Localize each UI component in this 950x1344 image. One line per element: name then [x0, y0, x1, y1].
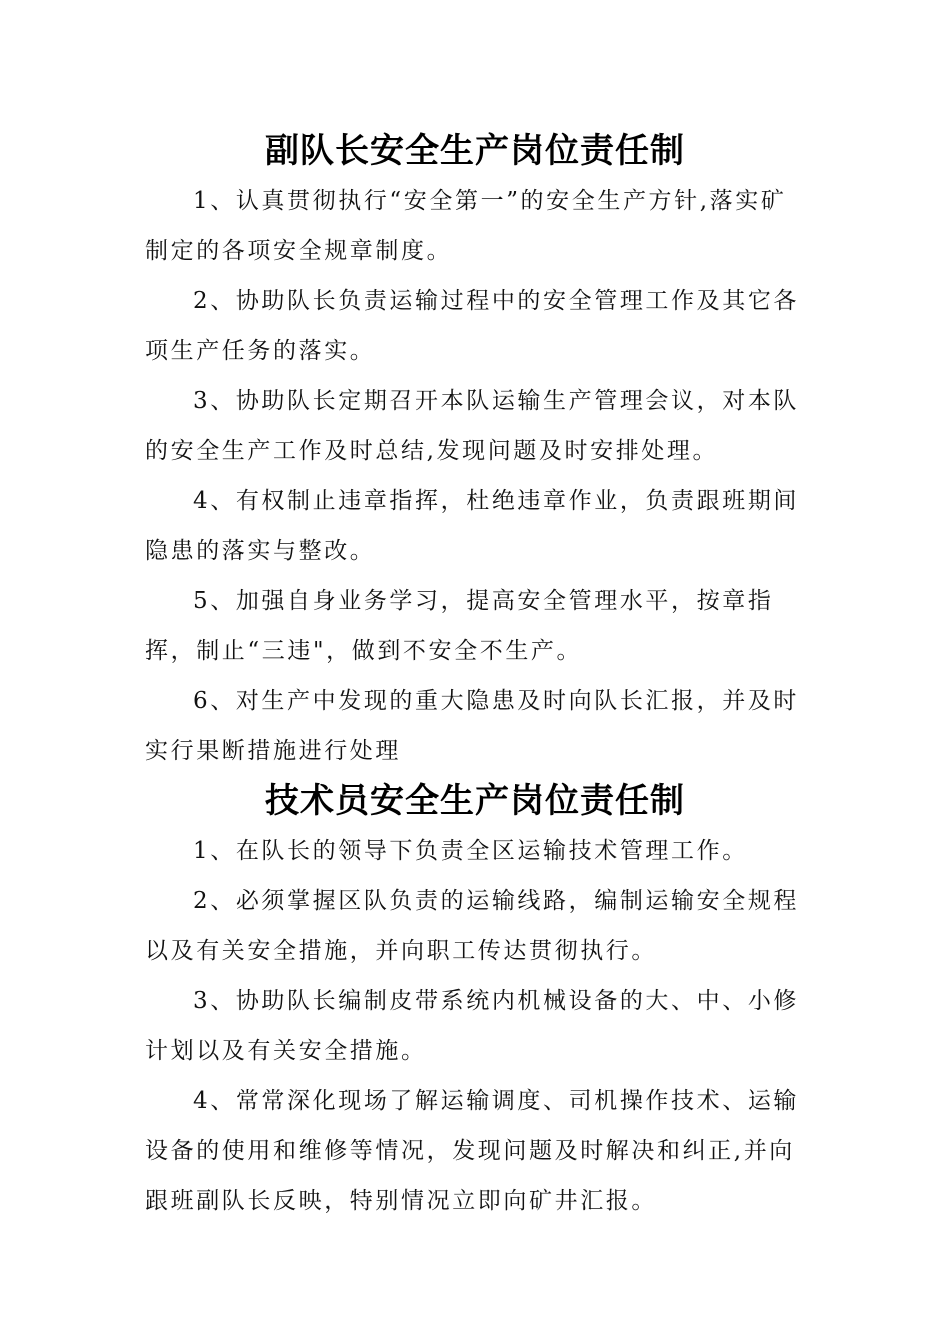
paragraph: 4、常常深化现场了解运输调度、司机操作技术、运输设备的使用和维修等情况，发现问题及时解决和纠正,并向跟班副队长反映，特别情况立即向矿井汇报。	[145, 1088, 800, 1214]
paragraph: 3、协助队长编制皮带系统内机械设备的大、中、小修计划以及有关安全措施。	[145, 988, 800, 1064]
section-technician	[0, 776, 950, 1226]
paragraph: 2、协助队长负责运输过程中的安全管理工作及其它各项生产任务的落实。	[145, 288, 800, 364]
section-title: 技术员安全生产岗位责任制	[265, 781, 685, 821]
paragraph: 4、有权制止违章指挥，杜绝违章作业，负责跟班期间隐患的落实与整改。	[145, 488, 800, 564]
section-title: 副队长安全生产岗位责任制	[265, 131, 685, 171]
paragraph: 5、加强自身业务学习，提高安全管理水平，按章指挥，制止“三违"，做到不安全不生产。	[145, 588, 774, 664]
paragraph: 1、认真贯彻执行“安全第一”的安全生产方针,落实矿制定的各项安全规章制度。	[145, 188, 787, 264]
paragraph: 2、必须掌握区队负责的运输线路，编制运输安全规程以及有关安全措施，并向职工传达贯彻执行。	[145, 888, 800, 964]
section-deputy-captain	[0, 126, 950, 776]
paragraph: 3、协助队长定期召开本队运输生产管理会议，对本队的安全生产工作及时总结,发现问题及时安排处理。	[145, 388, 800, 464]
paragraph: 1、在队长的领导下负责全区运输技术管理工作。	[193, 838, 748, 864]
paragraph: 6、对生产中发现的重大隐患及时向队长汇报，并及时实行果断措施进行处理	[145, 688, 800, 764]
